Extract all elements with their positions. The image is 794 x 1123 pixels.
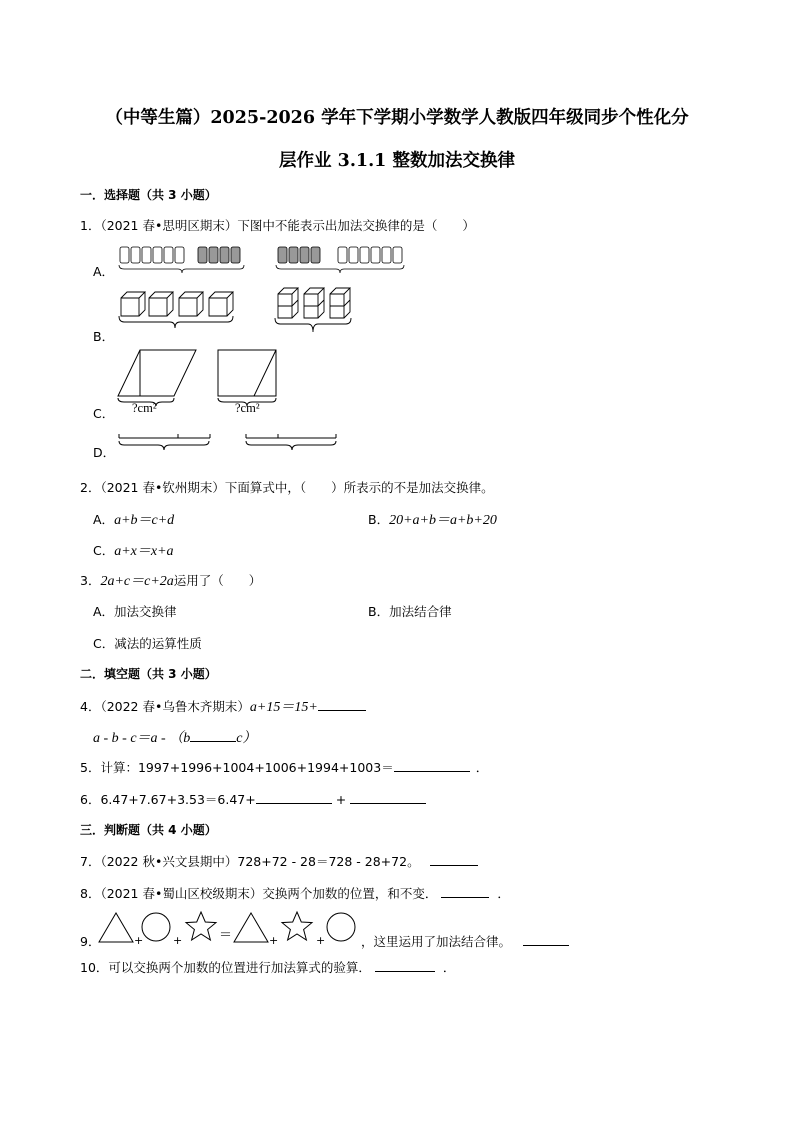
cylinder-row-left xyxy=(120,247,240,263)
q10-blank[interactable] xyxy=(375,959,435,972)
q2-option-c-expr: a+x＝x+a xyxy=(114,544,174,559)
option-a-cylinders-figure xyxy=(118,243,418,273)
svg-text:+: + xyxy=(173,934,183,947)
page-title-line2: 层作业 3.1.1 整数加法交换律 xyxy=(279,151,515,171)
area-label-2: ?cm² xyxy=(235,401,260,415)
page-title: （中等生篇）2025-2026 学年下学期小学数学人教版四年级同步个性化分 xyxy=(105,108,689,128)
q5-blank[interactable] xyxy=(394,759,470,772)
area-label-1: ?cm² xyxy=(132,401,157,415)
svg-text:＝: ＝ xyxy=(219,928,233,943)
option-a-label: A． xyxy=(93,264,115,279)
q10-text: 10．可以交换两个加数的位置进行加法算式的验算． xyxy=(80,960,371,975)
cylinder-row-right xyxy=(278,247,402,263)
q3-option-c: C．减法的运算性质 xyxy=(93,636,202,651)
q9-shapes-equation xyxy=(97,910,367,946)
svg-text:+: + xyxy=(134,934,144,947)
q4-expr1: a+15＝15+ xyxy=(249,700,318,715)
q8-text: 8．（2021 春•蜀山区校级期末）交换两个加数的位置，和不变． xyxy=(80,886,438,901)
q5-end: ． xyxy=(475,760,489,775)
q4-expr2-b: c） xyxy=(236,731,257,746)
option-b-cubes-figure xyxy=(118,286,368,341)
section-heading-judge: 三．判断题（共 4 小题） xyxy=(80,823,217,837)
triangle-icon xyxy=(99,913,133,942)
circle-icon xyxy=(327,913,355,941)
question-1-stem: 1．（2021 春•思明区期末）下图中不能表示出加法交换律的是（ ） xyxy=(80,218,475,233)
q8-end: ． xyxy=(497,886,510,901)
question-10 xyxy=(80,958,455,976)
q4-expr2-a: a - b - c＝a - （b xyxy=(93,731,191,746)
question-4-line2 xyxy=(93,727,256,747)
q10-end: ． xyxy=(442,960,456,975)
q7-blank[interactable] xyxy=(430,853,478,866)
q6-text: 6．6.47+7.67+3.53＝6.47+ xyxy=(80,792,256,807)
option-b-label: B． xyxy=(93,329,115,344)
q2-option-b xyxy=(368,509,497,529)
question-4 xyxy=(80,696,366,716)
question-7 xyxy=(80,852,478,870)
parallelogram-shape xyxy=(118,350,196,396)
question-3-stem xyxy=(80,570,261,590)
q3-prefix: 3． xyxy=(80,573,101,588)
q7-text: 7．（2022 秋•兴文县期中）728+72 - 28＝728 - 28+72。 xyxy=(80,854,420,869)
svg-text:+: + xyxy=(316,934,326,947)
q4-blank-1[interactable] xyxy=(318,698,366,711)
q2-option-a-prefix: A． xyxy=(93,512,115,527)
q9-blank[interactable] xyxy=(523,933,569,946)
option-d-segments-figure xyxy=(118,432,343,454)
q6-plus: + xyxy=(335,792,347,807)
section-heading-choice: 一．选择题（共 3 小题） xyxy=(80,188,217,202)
cube-row-right xyxy=(278,288,350,318)
section-heading-fill: 二．填空题（共 3 小题） xyxy=(80,667,217,681)
cube-row-left xyxy=(121,292,233,316)
question-2-stem: 2．（2021 春•钦州期末）下面算式中，（ ）所表示的不是加法交换律。 xyxy=(80,480,494,495)
star-icon xyxy=(282,912,312,940)
triangle-icon xyxy=(234,913,268,942)
option-d-label: D． xyxy=(93,445,116,460)
circle-icon xyxy=(142,913,170,941)
q2-option-a xyxy=(93,509,174,529)
q2-option-b-expr: 20+a+b＝a+b+20 xyxy=(389,513,497,528)
option-c-label: C． xyxy=(93,406,115,421)
question-5 xyxy=(80,758,488,776)
q9-suffix: ，这里运用了加法结合律。 xyxy=(361,934,512,949)
svg-text:+: + xyxy=(269,934,279,947)
question-9-tail xyxy=(361,932,569,950)
option-c-shapes-figure xyxy=(116,348,286,408)
q3-suffix: 运用了（ ） xyxy=(173,573,262,588)
q2-option-c xyxy=(93,540,174,560)
q4-blank-2[interactable] xyxy=(190,729,236,742)
q3-option-a: A．加法交换律 xyxy=(93,604,177,619)
q3-option-b: B．加法结合律 xyxy=(368,604,452,619)
q3-expr: 2a+c＝c+2a xyxy=(100,574,174,589)
q6-blank-2[interactable] xyxy=(350,791,426,804)
rectangle-shape xyxy=(218,350,276,396)
q5-text: 5．计算：1997+1996+1004+1006+1994+1003＝ xyxy=(80,760,394,775)
q4-stem: 4．（2022 春•乌鲁木齐期末） xyxy=(80,699,250,714)
question-8 xyxy=(80,884,510,902)
q2-option-b-prefix: B． xyxy=(368,512,390,527)
question-6 xyxy=(80,790,426,808)
q8-blank[interactable] xyxy=(441,885,489,898)
q6-blank-1[interactable] xyxy=(256,791,332,804)
q9-prefix: 9． xyxy=(80,934,101,949)
q2-option-c-prefix: C． xyxy=(93,543,115,558)
q2-option-a-expr: a+b＝c+d xyxy=(114,513,175,528)
star-icon xyxy=(186,912,216,940)
